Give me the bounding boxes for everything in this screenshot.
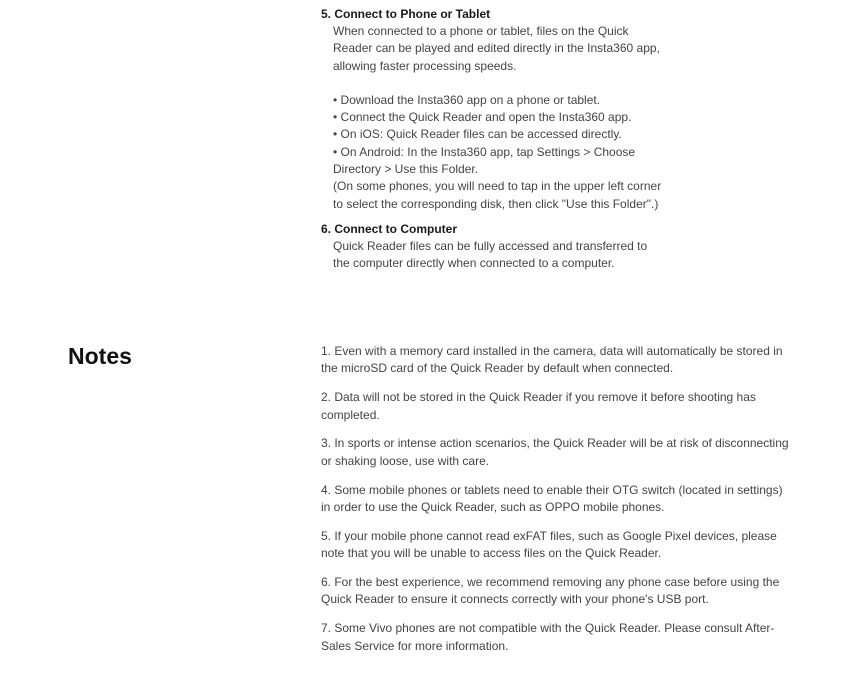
note-item: 6. For the best experience, we recommend removing any phone case before using the Quick Reader to ensure it connects correctly with your phone's USB port.: [321, 575, 780, 607]
step5-bullet-list: [333, 92, 791, 213]
note-item: 4. Some mobile phones or tablets need to enable their OTG switch (located in settings) in order to use the Quick Reader, such as OPPO mobile phones.: [321, 482, 783, 515]
notes-heading: Notes: [68, 343, 132, 369]
step5-bullet-note: (On some phones, you will need to tap in the upper left corner to select the corresponding disk, then click "Use this Folder".): [333, 179, 662, 211]
notes-list: [321, 343, 791, 666]
note-item: 5. If your mobile phone cannot read exFAT files, such as Google Pixel devices, please note that you will be unable to access files on the Quick Reader.: [321, 528, 777, 561]
step6-title: 6. Connect to Computer: [321, 222, 458, 236]
step5-body: [321, 23, 791, 213]
step5-title: 5. Connect to Phone or Tablet: [321, 7, 491, 21]
step5-bullet: • On Android: In the Insta360 app, tap Settings > Choose Directory > Use this Folder.: [333, 144, 636, 177]
step6-body: [321, 238, 791, 273]
step5-bullet: • On iOS: Quick Reader files can be accessed directly.: [333, 127, 622, 142]
note-item: 1. Even with a memory card installed in the camera, data will automatically be stored in the microSD card of the Quick Reader by default when connected.: [321, 344, 783, 376]
step5-bullet: • Download the Insta360 app on a phone or tablet.: [333, 92, 601, 107]
note-item: 2. Data will not be stored in the Quick Reader if you remove it before shooting has completed.: [321, 390, 756, 422]
step6-description: Quick Reader files can be fully accessed and transferred to the computer directly when connected to a computer.: [333, 239, 648, 271]
step5-section: [321, 6, 791, 213]
note-item: 7. Some Vivo phones are not compatible with the Quick Reader. Please consult After-Sales Service for more information.: [321, 621, 775, 653]
step5-description: When connected to a phone or tablet, files on the Quick Reader can be played and edited directly in the Insta360 app, allowing faster processing speeds.: [333, 24, 660, 73]
step5-bullet: • Connect the Quick Reader and open the Insta360 app.: [333, 110, 632, 125]
note-item: 3. In sports or intense action scenarios, the Quick Reader will be at risk of disconnecting or shaking loose, use with care.: [321, 436, 789, 468]
step6-section: [321, 221, 791, 273]
